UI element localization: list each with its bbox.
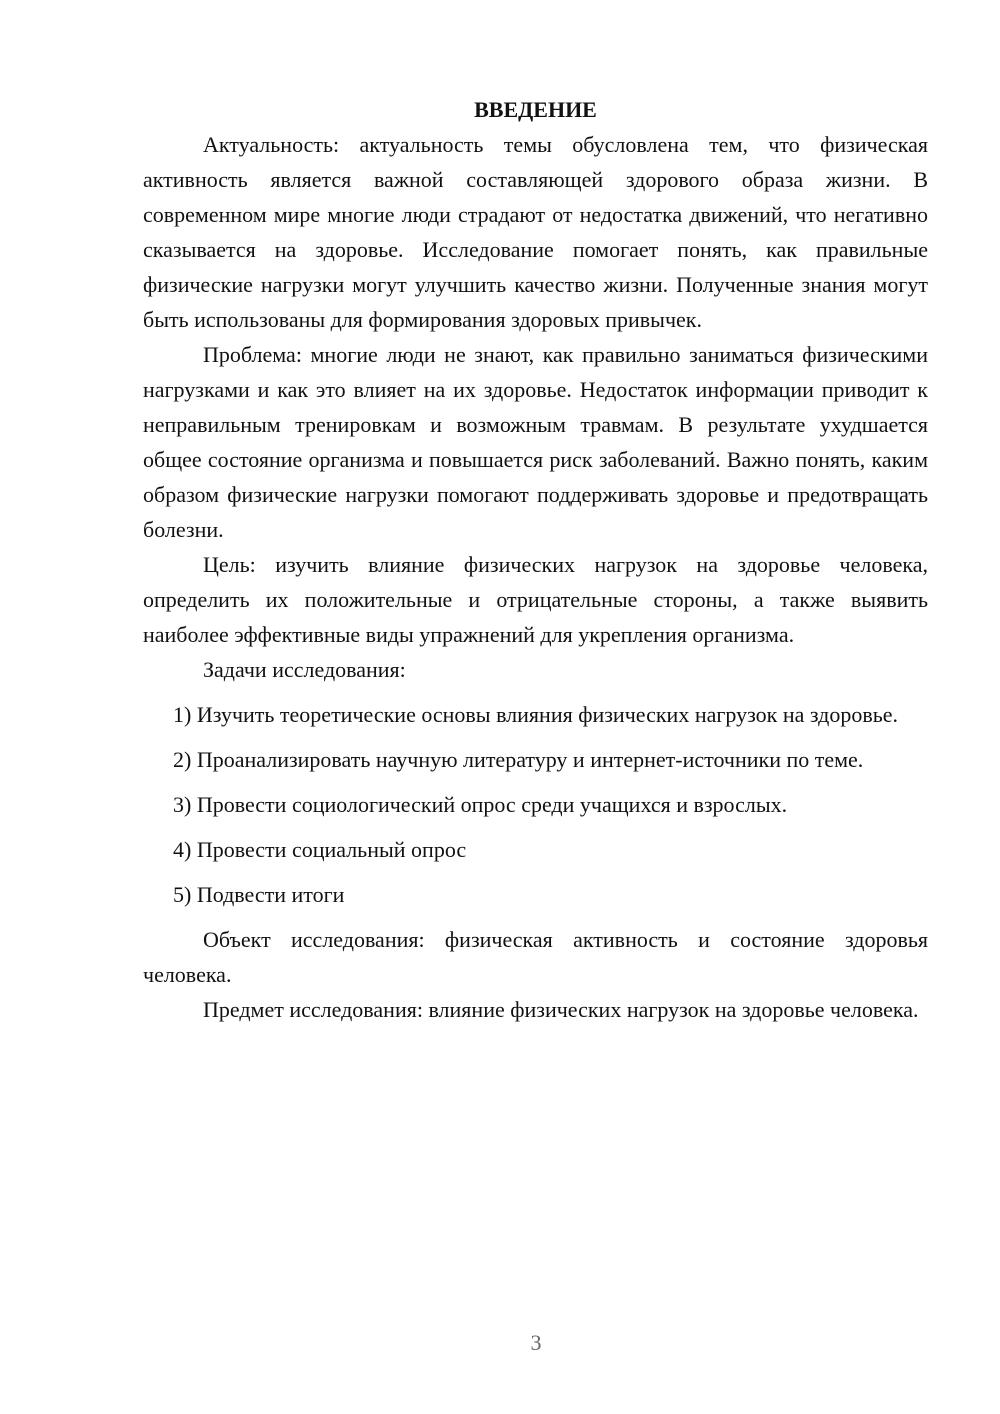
- page-title: ВВЕДЕНИЕ: [474, 97, 597, 122]
- problem-paragraph: Проблема: многие люди не знают, как правильно заниматься физическими нагрузками и как это влияет на их здоровье. Недостаток информации приводит к неправильным тренировкам и возможным травмам. В результате ухудшается общее состояние организма и повышается риск заболеваний. Важно понять, каким образом физические нагрузки помогают поддерживать здоровье и предотвращать болезни.: [143, 342, 928, 542]
- list-item: 2) Проанализировать научную литературу и интернет-источники по теме.: [173, 747, 864, 772]
- list-item: 4) Провести социальный опрос: [173, 837, 467, 862]
- subject-paragraph: Предмет исследования: влияние физических нагрузок на здоровье человека.: [203, 997, 919, 1022]
- list-item: 1) Изучить теоретические основы влияния физических нагрузок на здоровье.: [173, 702, 899, 727]
- list-item: 5) Подвести итоги: [173, 882, 345, 907]
- relevance-paragraph: Актуальность: актуальность темы обусловлена тем, что физическая активность является важной составляющей здорового образа жизни. В современном мире многие люди страдают от недостатка движений, что негативно сказывается на здоровье. Исследование помогает понять, как правильные физические нагрузки могут улучшить качество жизни. Полученные знания могут быть использованы для формирования здоровых привычек.: [143, 132, 928, 332]
- tasks-heading: Задачи исследования:: [203, 657, 406, 682]
- page-number: 3: [530, 1330, 542, 1355]
- list-item: 3) Провести социологический опрос среди учащихся и взрослых.: [173, 792, 788, 817]
- document-page: [143, 92, 928, 1027]
- object-paragraph: Объект исследования: физическая активность и состояние здоровья человека.: [143, 927, 928, 987]
- goal-paragraph: Цель: изучить влияние физических нагрузок на здоровье человека, определить их положительные и отрицательные стороны, а также выявить наиболее эффективные виды упражнений для укрепления организма.: [143, 552, 928, 647]
